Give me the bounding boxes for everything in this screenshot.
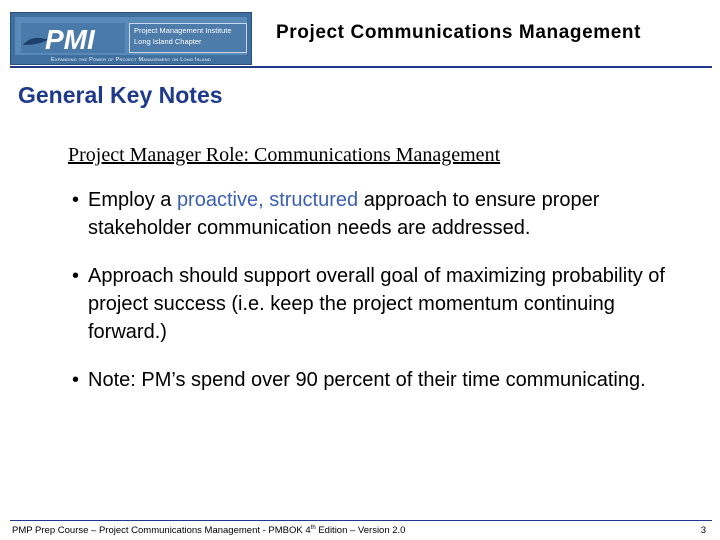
bullet-item: [72, 366, 672, 394]
footer-edition-text: Edition – Version 2.0: [315, 525, 406, 537]
bullet-marker: •: [72, 189, 80, 211]
section-title: General Key Notes: [18, 82, 223, 108]
header-divider: [10, 66, 712, 68]
footer-superscript: th: [310, 525, 316, 531]
footer-divider: [10, 520, 712, 521]
bullet-highlight: proactive, structured: [176, 189, 359, 211]
bullet-list: [72, 186, 672, 414]
bullet-marker: •: [72, 369, 80, 391]
page-number: 3: [700, 525, 706, 536]
subheading: Project Manager Role: Communications Management: [68, 144, 501, 166]
footer-course-text: PMP Prep Course – Project Communications Management - PMBOK 4: [12, 525, 311, 537]
logo-chapter-name: Long Island Chapter: [134, 37, 202, 46]
bullet-text: Note: PM’s spend over 90 percent of their time communicating.: [88, 369, 646, 391]
logo-mark-text: PMI: [45, 24, 95, 53]
bullet-item: [72, 186, 672, 242]
pmi-logo-mark: [21, 23, 125, 53]
pmi-chapter-logo: [10, 12, 252, 65]
footer-text: [12, 525, 405, 536]
bullet-marker: •: [72, 265, 80, 287]
slide-header-title: Project Communications Management: [276, 22, 642, 43]
bullet-item: [72, 262, 672, 346]
logo-tagline: Expanding the Power of Project Management on Long Island: [51, 57, 211, 63]
logo-org-name: Project Management Institute: [134, 26, 232, 35]
logo-chapter-box: [129, 23, 247, 53]
bullet-text: Approach should support overall goal of maximizing probability of project success (i.e. keep the project momentum continuing forward.): [88, 265, 665, 343]
bullet-text: approach to ensure proper stakeholder communication needs are addressed.: [88, 189, 600, 239]
bullet-text: Employ a: [88, 189, 177, 211]
logo-banner: [15, 17, 247, 55]
